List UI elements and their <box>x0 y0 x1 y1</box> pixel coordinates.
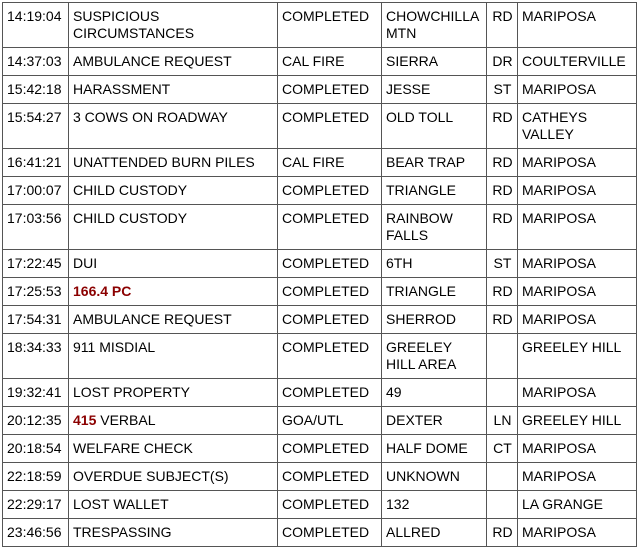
incident-street-suffix: RD <box>487 205 518 250</box>
incident-time: 22:18:59 <box>3 463 69 491</box>
incident-street: OLD TOLL <box>382 104 487 149</box>
incident-disposition: COMPLETED <box>278 205 382 250</box>
incident-time: 20:18:54 <box>3 435 69 463</box>
incident-street-suffix <box>487 379 518 407</box>
incident-city: MARIPOSA <box>518 76 637 104</box>
incident-city: MARIPOSA <box>518 435 637 463</box>
incident-row <box>3 306 637 334</box>
incident-street-suffix: RD <box>487 519 518 547</box>
incident-street: HALF DOME <box>382 435 487 463</box>
incident-type <box>69 177 278 205</box>
incident-time: 17:03:56 <box>3 205 69 250</box>
incident-row <box>3 407 637 435</box>
incident-street-suffix: CT <box>487 435 518 463</box>
incident-city: MARIPOSA <box>518 177 637 205</box>
incident-type <box>69 48 278 76</box>
incident-disposition: COMPLETED <box>278 177 382 205</box>
incident-street-suffix: RD <box>487 278 518 306</box>
incident-time: 15:42:18 <box>3 76 69 104</box>
incident-time: 23:46:56 <box>3 519 69 547</box>
incident-time: 18:34:33 <box>3 334 69 379</box>
incident-type <box>69 149 278 177</box>
incident-street: JESSE <box>382 76 487 104</box>
incident-street: TRIANGLE <box>382 177 487 205</box>
incident-street-suffix: RD <box>487 104 518 149</box>
incident-type <box>69 334 278 379</box>
incident-type <box>69 3 278 48</box>
incident-time: 22:29:17 <box>3 491 69 519</box>
incident-type-text: TRESPASSING <box>73 524 172 540</box>
incident-street-suffix: ST <box>487 250 518 278</box>
incident-penal-code: 415 <box>73 412 97 428</box>
incident-street: BEAR TRAP <box>382 149 487 177</box>
incident-street: 132 <box>382 491 487 519</box>
incident-street: SIERRA <box>382 48 487 76</box>
incident-type-text: AMBULANCE REQUEST <box>73 311 232 327</box>
incident-type-text: CHILD CUSTODY <box>73 210 188 226</box>
incident-type-text: 3 COWS ON ROADWAY <box>73 109 228 125</box>
incident-street-suffix: RD <box>487 306 518 334</box>
incident-street: TRIANGLE <box>382 278 487 306</box>
incident-street: SHERROD <box>382 306 487 334</box>
incident-type-text: 911 MISDIAL <box>73 339 156 355</box>
incident-row <box>3 205 637 250</box>
incident-city: LA GRANGE <box>518 491 637 519</box>
incident-row <box>3 435 637 463</box>
incident-city: MARIPOSA <box>518 149 637 177</box>
incident-street: GREELEY HILL AREA <box>382 334 487 379</box>
incident-disposition: COMPLETED <box>278 104 382 149</box>
incident-type <box>69 76 278 104</box>
incident-type-text: AMBULANCE REQUEST <box>73 53 232 69</box>
incident-time: 16:41:21 <box>3 149 69 177</box>
incident-row <box>3 334 637 379</box>
incident-street: RAINBOW FALLS <box>382 205 487 250</box>
incident-city: COULTERVILLE <box>518 48 637 76</box>
incident-row <box>3 3 637 48</box>
incident-type <box>69 306 278 334</box>
incident-row <box>3 76 637 104</box>
incident-row <box>3 278 637 306</box>
incident-type <box>69 463 278 491</box>
incident-type-text: WELFARE CHECK <box>73 440 193 456</box>
incident-city: MARIPOSA <box>518 278 637 306</box>
incident-type <box>69 250 278 278</box>
incident-type <box>69 491 278 519</box>
incident-row <box>3 149 637 177</box>
incident-city: MARIPOSA <box>518 3 637 48</box>
incident-disposition: GOA/UTL <box>278 407 382 435</box>
incident-time: 17:54:31 <box>3 306 69 334</box>
incident-street: CHOWCHILLA MTN <box>382 3 487 48</box>
incident-disposition: COMPLETED <box>278 250 382 278</box>
incident-disposition: COMPLETED <box>278 519 382 547</box>
incident-row <box>3 177 637 205</box>
incident-type-text: UNATTENDED BURN PILES <box>73 154 255 170</box>
incident-penal-code: 166.4 PC <box>73 283 132 299</box>
incident-disposition: COMPLETED <box>278 463 382 491</box>
incident-street-suffix: DR <box>487 48 518 76</box>
incident-disposition: CAL FIRE <box>278 149 382 177</box>
incident-disposition: COMPLETED <box>278 491 382 519</box>
incident-city: MARIPOSA <box>518 250 637 278</box>
incident-city: CATHEYS VALLEY <box>518 104 637 149</box>
incident-disposition: COMPLETED <box>278 306 382 334</box>
incident-city: GREELEY HILL <box>518 334 637 379</box>
incident-disposition: CAL FIRE <box>278 48 382 76</box>
incident-city: MARIPOSA <box>518 379 637 407</box>
incident-time: 14:19:04 <box>3 3 69 48</box>
incident-type <box>69 407 278 435</box>
incident-log-body <box>3 3 637 547</box>
incident-log-table <box>2 2 637 547</box>
incident-row <box>3 463 637 491</box>
incident-disposition: COMPLETED <box>278 3 382 48</box>
incident-disposition: COMPLETED <box>278 334 382 379</box>
incident-row <box>3 519 637 547</box>
incident-type-text: SUSPICIOUS CIRCUMSTANCES <box>73 8 195 41</box>
incident-type <box>69 278 278 306</box>
incident-disposition: COMPLETED <box>278 379 382 407</box>
incident-city: MARIPOSA <box>518 519 637 547</box>
incident-type-text: LOST PROPERTY <box>73 384 190 400</box>
incident-street-suffix: RD <box>487 3 518 48</box>
incident-street: UNKNOWN <box>382 463 487 491</box>
incident-street-suffix <box>487 334 518 379</box>
incident-type <box>69 519 278 547</box>
incident-type-text: VERBAL <box>96 412 156 428</box>
incident-street: ALLRED <box>382 519 487 547</box>
incident-row <box>3 48 637 76</box>
incident-city: GREELEY HILL <box>518 407 637 435</box>
incident-street-suffix: RD <box>487 177 518 205</box>
incident-street-suffix <box>487 491 518 519</box>
incident-type-text: HARASSMENT <box>73 81 171 97</box>
incident-city: MARIPOSA <box>518 306 637 334</box>
incident-time: 17:22:45 <box>3 250 69 278</box>
incident-type <box>69 205 278 250</box>
incident-street: 49 <box>382 379 487 407</box>
incident-street: DEXTER <box>382 407 487 435</box>
incident-city: MARIPOSA <box>518 463 637 491</box>
incident-type-text: DUI <box>73 255 98 271</box>
incident-type-text: CHILD CUSTODY <box>73 182 188 198</box>
incident-street-suffix: RD <box>487 149 518 177</box>
incident-time: 15:54:27 <box>3 104 69 149</box>
incident-type-text: OVERDUE SUBJECT(S) <box>73 468 229 484</box>
incident-disposition: COMPLETED <box>278 435 382 463</box>
incident-time: 17:25:53 <box>3 278 69 306</box>
incident-type <box>69 104 278 149</box>
incident-street: 6TH <box>382 250 487 278</box>
incident-disposition: COMPLETED <box>278 278 382 306</box>
incident-row <box>3 104 637 149</box>
incident-time: 17:00:07 <box>3 177 69 205</box>
incident-street-suffix <box>487 463 518 491</box>
incident-type-text: LOST WALLET <box>73 496 169 512</box>
incident-time: 20:12:35 <box>3 407 69 435</box>
incident-street-suffix: LN <box>487 407 518 435</box>
incident-row <box>3 379 637 407</box>
incident-row <box>3 250 637 278</box>
incident-type <box>69 435 278 463</box>
incident-street-suffix: ST <box>487 76 518 104</box>
incident-disposition: COMPLETED <box>278 76 382 104</box>
incident-city: MARIPOSA <box>518 205 637 250</box>
incident-type <box>69 379 278 407</box>
incident-time: 14:37:03 <box>3 48 69 76</box>
incident-time: 19:32:41 <box>3 379 69 407</box>
incident-row <box>3 491 637 519</box>
